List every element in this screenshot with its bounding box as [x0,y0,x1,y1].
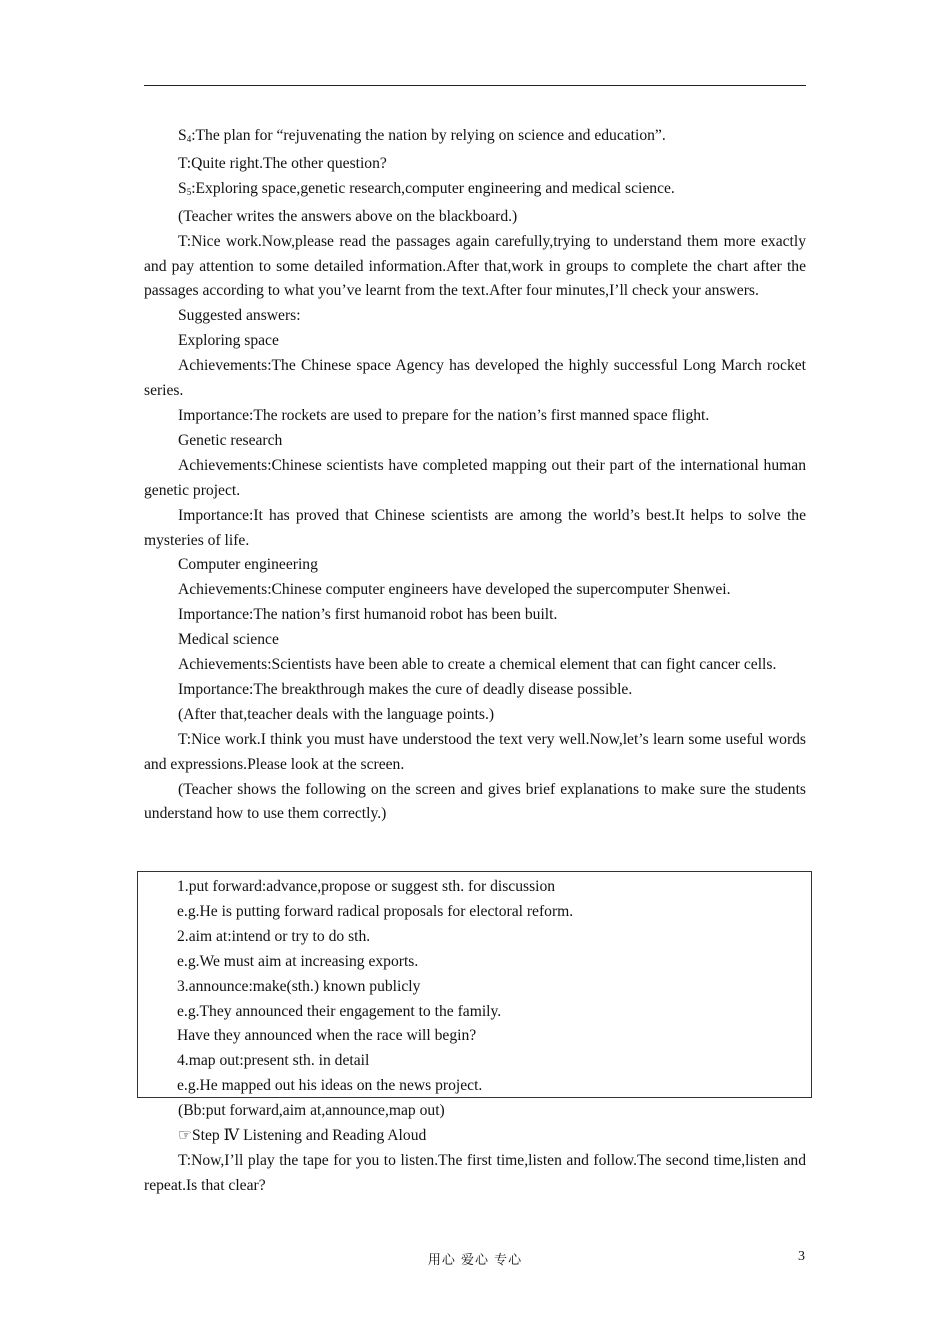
paragraph: Importance:The rockets are used to prepare for the nation’s first manned space flight. [178,406,710,424]
paragraph: Achievements:Scientists have been able to create a chemical element that can fight cancer cells. [178,656,777,674]
box-line: 3.announce:make(sth.) known publicly [177,977,421,995]
header-rule [144,85,806,86]
section-heading: Medical science [178,631,279,649]
paragraph: T:Quite right.The other question? [178,154,387,172]
section-heading: Genetic research [178,431,283,449]
box-line: e.g.He is putting forward radical proposals for electoral reform. [177,902,574,920]
paragraph: T:Nice work.I think you must have understood the text very well.Now,let’s learn some useful words and expressions.Please look at the screen. [144,730,806,773]
main-text [144,124,806,827]
paragraph: Achievements:The Chinese space Agency has developed the highly successful Long March rocket series. [144,357,806,400]
vocabulary-box [137,871,812,1098]
paragraph: Suggested answers: [178,307,301,325]
box-line: Have they announced when the race will begin? [177,1027,477,1045]
paragraph: (Teacher shows the following on the screen and gives brief explanations to make sure the students understand how to use them correctly.) [144,780,806,823]
page-number: 3 [798,1249,805,1264]
box-line: e.g.They announced their engagement to the family. [177,1002,502,1020]
after-box-text [144,1099,806,1199]
paragraph: Importance:It has proved that Chinese scientists are among the world’s best.It helps to solve the mysteries of life. [144,506,806,549]
box-line: 2.aim at:intend or try to do sth. [177,927,371,945]
section-heading: Computer engineering [178,556,318,574]
paragraph: Achievements:Chinese scientists have completed mapping out their part of the international human genetic project. [144,456,806,499]
paragraph: Achievements:Chinese computer engineers have developed the supercomputer Shenwei. [178,581,731,599]
paragraph-s4: $S_4:The$ plan for “rejuvenating the nation by relying on science and education”. [178,127,666,144]
paragraph: (Teacher writes the answers above on the blackboard.) [178,207,518,225]
box-line: 4.map out:present sth. in detail [177,1052,370,1070]
paragraph-s5: $S_5:Exploring$ space,genetic research,computer engineering and medical science. [178,179,675,197]
section-heading: Exploring space [178,332,279,350]
box-line: e.g.He mapped out his ideas on the news project. [177,1077,483,1095]
paragraph: T:Now,I’ll play the tape for you to listen.The first time,listen and follow.The second time,listen and repeat.Is that clear? [144,1151,806,1194]
paragraph: (Bb:put forward,aim at,announce,map out) [178,1102,445,1119]
footer-text: 用心 爱心 专心 [427,1253,523,1268]
box-line: e.g.We must aim at increasing exports. [177,952,419,970]
paragraph: T:Nice work.Now,please read the passages again carefully,trying to understand them more exactly and pay attention to some detailed information.After that,work in groups to complete the chart after the passages according to what you’ve learnt from the text.After four minutes,I’ll check your answers. [144,232,806,300]
step-heading: ☞Step Ⅳ Listening and Reading Aloud [178,1126,427,1144]
paragraph: (After that,teacher deals with the language points.) [178,705,495,723]
paragraph: Importance:The nation’s first humanoid robot has been built. [178,606,558,624]
paragraph: Importance:The breakthrough makes the cure of deadly disease possible. [178,680,633,698]
box-line: 1.put forward:advance,propose or suggest sth. for discussion [177,878,556,895]
